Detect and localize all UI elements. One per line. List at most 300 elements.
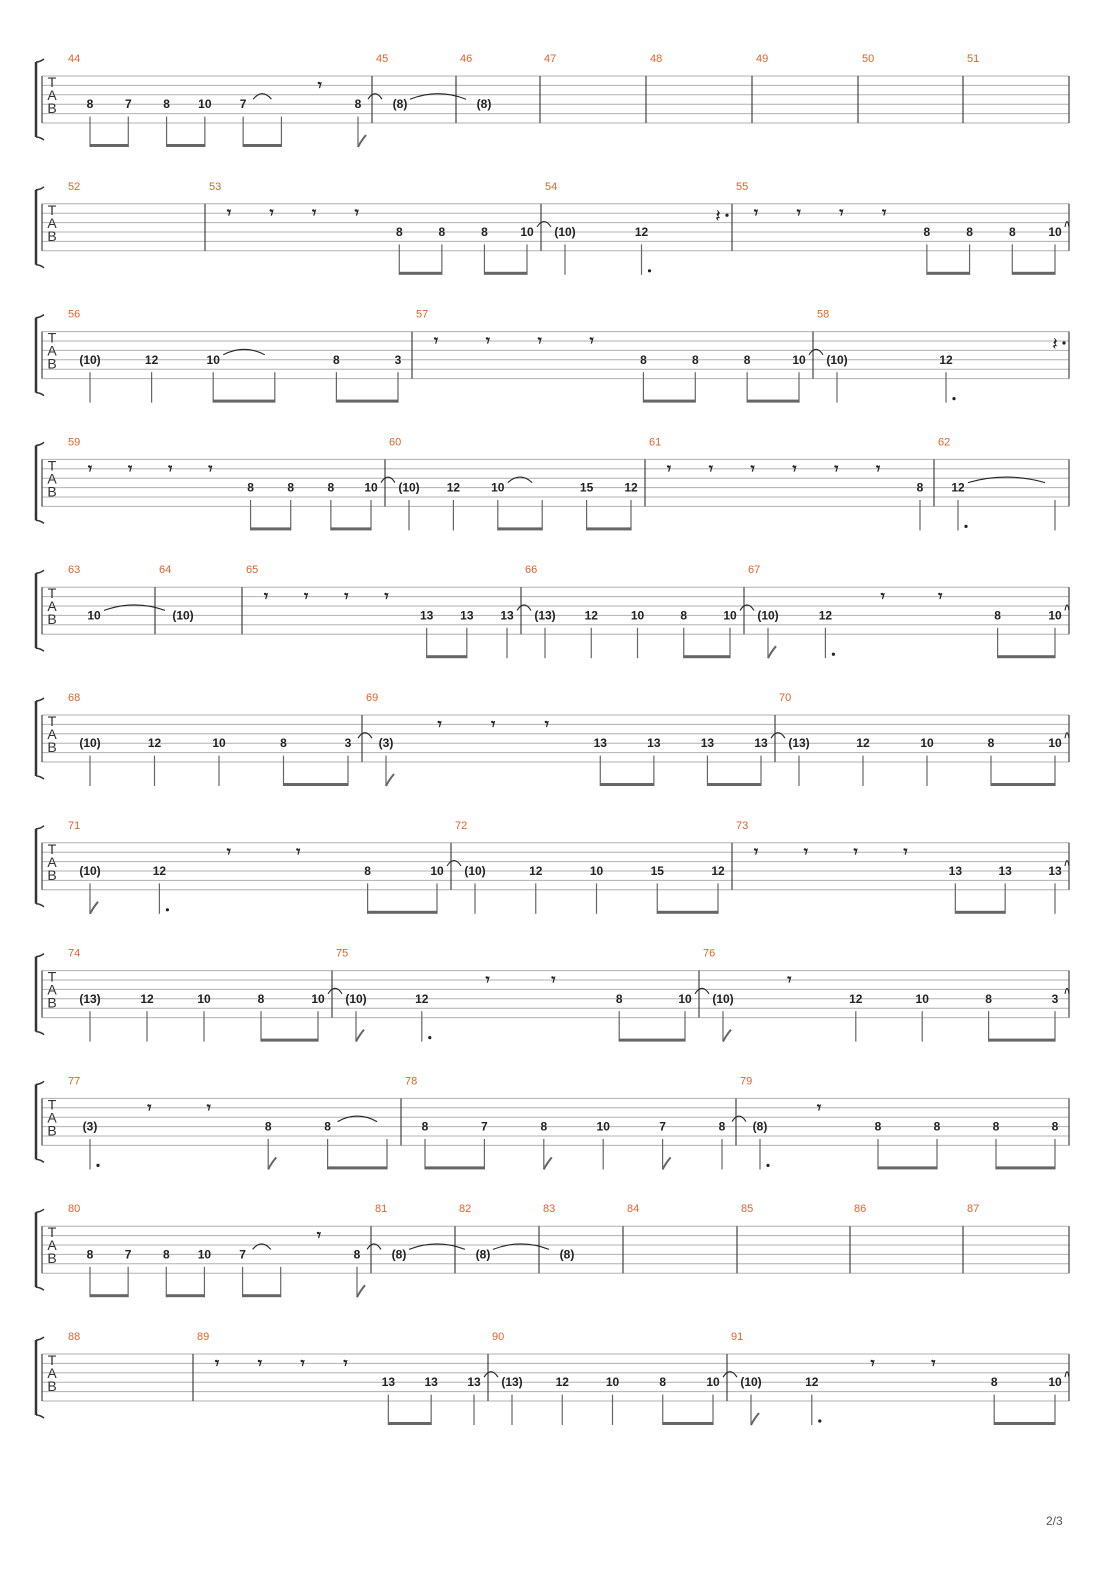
- eighth-rest: 𝄾: [312, 203, 317, 223]
- system-bracket-bottom: [36, 137, 44, 140]
- fret-number: 8: [481, 225, 488, 239]
- fret-number: 8: [163, 97, 170, 112]
- fret-number: 8: [287, 480, 295, 495]
- fret-number: 13: [754, 736, 768, 751]
- fret-number: (10): [740, 1375, 762, 1390]
- note-flag: [268, 1157, 276, 1169]
- beam: [243, 144, 281, 147]
- beam: [90, 1294, 128, 1297]
- tab-clef-letter: B: [47, 227, 57, 244]
- measure: [68, 53, 382, 147]
- measure-number: 85: [741, 1203, 754, 1216]
- measure-number: 83: [543, 1203, 556, 1216]
- fret-number: 13: [500, 608, 514, 623]
- fret-number: 7: [239, 1247, 246, 1262]
- measure: [68, 1075, 387, 1169]
- measure-number: 56: [68, 308, 81, 321]
- fret-number: 8: [354, 97, 362, 112]
- note-flag: [386, 774, 394, 786]
- fret-number: 10: [1048, 736, 1062, 751]
- beam: [955, 911, 1005, 914]
- measure-number: 68: [68, 692, 81, 704]
- measure: [68, 181, 80, 193]
- eighth-rest: 𝄾: [834, 458, 839, 478]
- measure: [543, 1203, 574, 1261]
- measure: [68, 564, 165, 622]
- beam: [336, 400, 398, 403]
- eighth-rest: 𝄾: [263, 586, 269, 606]
- measure: [779, 692, 1069, 786]
- eighth-rest: 𝄾: [938, 586, 943, 606]
- tab-system: [36, 1331, 1069, 1425]
- measure: [455, 820, 725, 914]
- fret-number: 10: [915, 991, 929, 1006]
- measure: [736, 181, 1069, 275]
- tab-clef-letter: B: [47, 1122, 57, 1139]
- system-bracket-top: [36, 954, 44, 957]
- fret-number: (10): [464, 864, 486, 878]
- system-bracket-top: [36, 315, 44, 318]
- fret-number: 7: [124, 97, 132, 112]
- eighth-rest: 𝄾: [214, 1353, 220, 1373]
- measure: [650, 53, 662, 65]
- tab-clef-letter: T: [47, 1224, 57, 1241]
- eighth-rest: 𝄾: [257, 1353, 262, 1373]
- eighth-rest: 𝄾: [128, 458, 133, 478]
- duration-dot: [648, 269, 651, 272]
- tab-clef-letter: T: [47, 1352, 57, 1368]
- fret-number: 12: [415, 991, 429, 1006]
- beam: [747, 400, 799, 403]
- measure: [544, 53, 556, 65]
- system-bracket-bottom: [36, 1287, 44, 1290]
- eighth-rest: 𝄾: [87, 458, 93, 478]
- fret-number: (8): [559, 1247, 575, 1262]
- fret-number: 10: [311, 991, 325, 1006]
- system-bracket-bottom: [36, 648, 44, 651]
- eighth-rest: 𝄾: [787, 970, 792, 989]
- fret-number: 12: [818, 608, 833, 623]
- system-bracket-top: [36, 698, 44, 701]
- fret-number: 8: [659, 1375, 667, 1390]
- tab-clef-letter: T: [47, 585, 57, 602]
- measure: [68, 948, 342, 1042]
- eighth-rest: 𝄾: [226, 203, 232, 223]
- tab-clef-letter: B: [47, 739, 57, 755]
- duration-dot: [964, 525, 967, 528]
- measure: [748, 564, 1069, 658]
- measure-number: 60: [389, 436, 402, 449]
- fret-number: 15: [579, 480, 594, 495]
- tab-clef-letter: B: [47, 483, 57, 500]
- tab-system: [36, 53, 1069, 147]
- tab-clef-letter: A: [47, 981, 57, 998]
- tab-clef-letter: T: [47, 329, 57, 346]
- note-flag: [544, 1157, 552, 1169]
- system-bracket-bottom: [36, 393, 44, 396]
- eighth-rest: 𝄾: [437, 714, 442, 734]
- measure-number: 61: [649, 436, 662, 449]
- fret-number: 7: [481, 1119, 488, 1134]
- fret-number: 8: [874, 1119, 882, 1134]
- measure-number: 73: [736, 819, 749, 832]
- fret-number: 8: [990, 1375, 998, 1390]
- fret-number: 13: [424, 1375, 438, 1390]
- eighth-rest: 𝄾: [344, 586, 349, 606]
- measure: [209, 181, 551, 275]
- fret-number: 10: [630, 608, 645, 623]
- beam: [996, 1166, 1055, 1169]
- tab-clef-letter: B: [47, 1378, 57, 1394]
- fret-number: 10: [1048, 1375, 1062, 1390]
- tab-clef-letter: A: [47, 726, 57, 742]
- eighth-rest: 𝄾: [206, 1097, 211, 1117]
- eighth-rest: 𝄾: [753, 203, 759, 223]
- measure-number: 44: [68, 53, 81, 65]
- measure: [68, 1331, 80, 1343]
- measure: [938, 436, 1055, 530]
- measure-number: 91: [731, 1331, 744, 1343]
- fret-number: 8: [640, 352, 647, 367]
- rest-dot: [725, 214, 728, 217]
- fret-number: 13: [1048, 864, 1062, 878]
- tab-clef-letter: B: [47, 994, 57, 1011]
- eighth-rest: 𝄾: [750, 458, 755, 478]
- measure-number: 64: [159, 564, 172, 577]
- measure: [197, 1331, 498, 1425]
- beam: [878, 1166, 937, 1169]
- fret-number: 12: [147, 736, 162, 751]
- measure-number: 58: [817, 308, 830, 321]
- measure-number: 84: [627, 1203, 640, 1216]
- fret-number: 12: [951, 480, 965, 495]
- note-flag: [358, 135, 366, 147]
- fret-number: 10: [1048, 608, 1062, 623]
- system-bracket-bottom: [36, 265, 44, 268]
- tab-system: [36, 436, 1069, 530]
- fret-number: 10: [197, 1247, 212, 1262]
- fret-number: 13: [460, 608, 474, 623]
- fret-number: (13): [788, 736, 810, 751]
- eighth-rest: 𝄾: [792, 458, 797, 478]
- rest-dot: [1062, 341, 1065, 344]
- beam: [707, 783, 761, 786]
- measure: [492, 1331, 737, 1425]
- tab-clef-letter: B: [47, 1250, 57, 1267]
- beam: [994, 1422, 1055, 1425]
- fret-number: (10): [345, 991, 367, 1006]
- fret-number: 8: [680, 608, 688, 623]
- system-bracket-top: [36, 59, 44, 62]
- measure: [405, 1075, 746, 1169]
- eighth-rest: 𝄾: [880, 586, 885, 606]
- measure-number: 50: [862, 53, 875, 65]
- measure-number: 80: [68, 1203, 81, 1216]
- note-flag: [356, 1030, 364, 1042]
- system-bracket-top: [36, 826, 44, 829]
- fret-number: 10: [364, 480, 378, 495]
- tab-system: [36, 181, 1069, 275]
- fret-number: (10): [712, 991, 734, 1006]
- tab-clef-letter: A: [47, 214, 57, 231]
- beam: [166, 1294, 204, 1297]
- duration-dot: [952, 397, 955, 400]
- fret-number: 12: [584, 608, 598, 623]
- duration-dot: [166, 908, 169, 911]
- tab-clef-letter: B: [47, 611, 57, 628]
- measure: [376, 53, 466, 111]
- tab-system: [36, 564, 1069, 658]
- fret-number: (10): [554, 225, 576, 239]
- eighth-rest: 𝄾: [485, 331, 490, 350]
- fret-number: (13): [501, 1375, 523, 1390]
- eighth-rest: 𝄾: [384, 586, 389, 606]
- eighth-rest: 𝄾: [876, 458, 881, 478]
- measure: [68, 309, 402, 403]
- beam: [251, 527, 291, 530]
- eighth-rest: 𝄾: [491, 714, 496, 734]
- measure-number: 51: [967, 53, 980, 65]
- fret-number: 10: [605, 1375, 620, 1390]
- fret-number: 3: [394, 352, 402, 367]
- fret-number: (3): [378, 736, 394, 751]
- beam: [684, 655, 730, 658]
- fret-number: 13: [700, 736, 715, 751]
- tab-clef-letter: T: [47, 1096, 57, 1113]
- eighth-rest: 𝄾: [903, 842, 908, 862]
- tab-system: [36, 309, 1069, 403]
- fret-number: 13: [381, 1375, 396, 1390]
- beam: [425, 1166, 484, 1169]
- fret-number: 8: [966, 225, 973, 239]
- fret-number: 12: [144, 352, 159, 367]
- fret-number: 12: [856, 736, 870, 751]
- system-bracket-top: [36, 1337, 44, 1340]
- page-number: 2/3: [1046, 1514, 1063, 1528]
- measure: [545, 181, 729, 275]
- eighth-rest: 𝄾: [870, 1353, 875, 1373]
- fret-number: 10: [430, 864, 444, 878]
- note-flag: [723, 1030, 731, 1042]
- fret-number: (3): [82, 1119, 98, 1134]
- tab-system: [36, 820, 1069, 914]
- fret-number: 8: [933, 1119, 941, 1134]
- fret-number: 8: [985, 991, 992, 1006]
- measure: [740, 1075, 1059, 1169]
- measure-number: 81: [375, 1203, 388, 1216]
- measure-number: 77: [68, 1075, 81, 1088]
- measure-number: 49: [756, 53, 769, 65]
- eighth-rest: 𝄾: [433, 331, 439, 350]
- fret-number: 12: [634, 225, 649, 239]
- eighth-rest: 𝄾: [816, 1097, 822, 1117]
- fret-number: 8: [327, 480, 335, 495]
- measure: [703, 948, 1069, 1042]
- eighth-rest: 𝄾: [269, 203, 274, 223]
- system-bracket-bottom: [36, 520, 44, 523]
- eighth-rest: 𝄾: [708, 458, 713, 478]
- fret-number: 8: [86, 1247, 94, 1262]
- fret-number: 10: [706, 1375, 720, 1390]
- beam: [498, 527, 542, 530]
- eighth-rest: 𝄾: [316, 1225, 321, 1245]
- measure-number: 69: [366, 692, 379, 704]
- fret-number: 10: [678, 991, 692, 1006]
- tab-clef-letter: A: [47, 1237, 57, 1254]
- fret-number: 10: [520, 225, 534, 239]
- measure: [817, 309, 1066, 403]
- note-flag: [663, 1157, 671, 1169]
- eighth-rest: 𝄾: [226, 842, 231, 862]
- beam: [388, 1422, 431, 1425]
- eighth-rest: 𝄾: [544, 714, 549, 734]
- fret-number: 8: [264, 1119, 272, 1134]
- fret-number: (8): [475, 1247, 491, 1262]
- tab-clef-letter: A: [47, 1365, 57, 1381]
- measure-number: 75: [336, 947, 349, 960]
- beam: [989, 1039, 1055, 1042]
- measure-number: 89: [197, 1331, 210, 1343]
- fret-number: 8: [994, 608, 1001, 623]
- measure-number: 57: [416, 308, 429, 321]
- beam: [90, 144, 128, 147]
- measure-number: 76: [703, 947, 716, 960]
- measure: [459, 1203, 549, 1261]
- fret-number: 7: [124, 1247, 132, 1262]
- fret-number: 7: [239, 97, 247, 112]
- fret-number: 10: [87, 608, 101, 623]
- eighth-rest: 𝄾: [147, 1097, 152, 1117]
- fret-number: 10: [212, 736, 226, 751]
- system-bracket-bottom: [36, 1415, 44, 1418]
- tab-clef-letter: T: [47, 74, 57, 90]
- measure: [336, 948, 709, 1042]
- tab-clef-letter: A: [47, 342, 57, 359]
- fret-number: 8: [421, 1119, 429, 1134]
- beam: [484, 272, 527, 275]
- fret-number: 13: [593, 736, 607, 751]
- tab-system: [36, 1203, 1069, 1297]
- quarter-rest: 𝄽: [1052, 334, 1058, 355]
- measure-number: 46: [460, 53, 473, 65]
- eighth-rest: 𝄾: [882, 203, 887, 223]
- eighth-rest: 𝄾: [304, 586, 309, 606]
- beam: [991, 783, 1055, 786]
- measure: [967, 1203, 979, 1215]
- fret-number: 8: [691, 352, 699, 367]
- eighth-rest: 𝄾: [803, 842, 808, 862]
- measure-number: 66: [525, 564, 538, 577]
- fret-number: 10: [197, 991, 211, 1006]
- eighth-rest: 𝄾: [796, 203, 801, 223]
- fret-number: 13: [948, 864, 963, 878]
- measure-number: 45: [376, 53, 389, 65]
- fret-number: 8: [86, 97, 94, 112]
- fret-number: 8: [333, 352, 340, 367]
- measure: [416, 309, 823, 403]
- beam: [657, 911, 718, 914]
- fret-number: (10): [398, 480, 420, 495]
- measure: [627, 1203, 639, 1215]
- eighth-rest: 𝄾: [168, 458, 173, 478]
- system-bracket-bottom: [36, 904, 44, 907]
- measure-number: 87: [967, 1203, 980, 1216]
- fret-number: (10): [79, 736, 101, 751]
- eighth-rest: 𝄾: [839, 203, 844, 223]
- duration-dot: [766, 1164, 769, 1167]
- measure-number: 70: [779, 692, 792, 704]
- fret-number: 8: [916, 480, 924, 495]
- note-flag: [357, 1285, 365, 1297]
- fret-number: 10: [596, 1119, 610, 1134]
- fret-number: 8: [438, 225, 446, 239]
- fret-number: (10): [79, 352, 101, 367]
- system-bracket-top: [36, 1209, 44, 1212]
- fret-number: 13: [419, 608, 434, 623]
- fret-number: 10: [198, 97, 212, 112]
- measure: [68, 436, 395, 530]
- measure: [68, 820, 461, 914]
- measure: [756, 53, 768, 65]
- quarter-rest: 𝄽: [715, 206, 721, 228]
- fret-number: 8: [1008, 225, 1016, 239]
- fret-number: 12: [805, 1375, 819, 1390]
- note-flag: [90, 902, 98, 914]
- measure-number: 63: [68, 564, 81, 577]
- fret-number: 10: [723, 608, 737, 623]
- fret-number: 12: [711, 864, 725, 878]
- system-bracket-top: [36, 570, 44, 573]
- fret-number: 10: [792, 352, 806, 367]
- beam: [284, 783, 349, 786]
- measure-number: 67: [748, 564, 761, 577]
- fret-number: (10): [79, 864, 101, 878]
- fret-number: 12: [529, 864, 543, 878]
- tab-clef-letter: A: [47, 853, 57, 870]
- system-bracket-top: [36, 1081, 44, 1084]
- fret-number: (8): [476, 97, 492, 112]
- fret-number: 8: [992, 1119, 1000, 1134]
- measure-number: 71: [68, 819, 81, 832]
- fret-number: 12: [849, 991, 863, 1006]
- measure-number: 54: [545, 180, 558, 193]
- duration-dot: [96, 1164, 99, 1167]
- fret-number: 8: [540, 1119, 548, 1134]
- fret-number: 8: [395, 225, 403, 239]
- system-bracket-top: [36, 187, 44, 190]
- eighth-rest: 𝄾: [317, 75, 322, 95]
- measure: [68, 1203, 381, 1297]
- system-bracket-bottom: [36, 1032, 44, 1035]
- fret-number: (10): [172, 608, 194, 623]
- measure-number: 48: [650, 53, 663, 65]
- tab-system: [36, 1075, 1069, 1169]
- fret-number: 8: [1051, 1119, 1059, 1134]
- tab-clef-letter: A: [47, 1109, 57, 1126]
- fret-number: 8: [162, 1247, 170, 1262]
- fret-number: (8): [392, 97, 408, 112]
- fret-number: 12: [939, 352, 953, 367]
- measure: [246, 564, 531, 658]
- fret-number: 12: [624, 480, 638, 495]
- measure: [967, 53, 979, 65]
- measure: [862, 53, 874, 65]
- fret-number: 10: [1048, 225, 1062, 239]
- beam: [328, 1166, 387, 1169]
- measure-number: 72: [455, 819, 468, 832]
- fret-number: 13: [467, 1375, 481, 1390]
- tab-system: [36, 948, 1069, 1042]
